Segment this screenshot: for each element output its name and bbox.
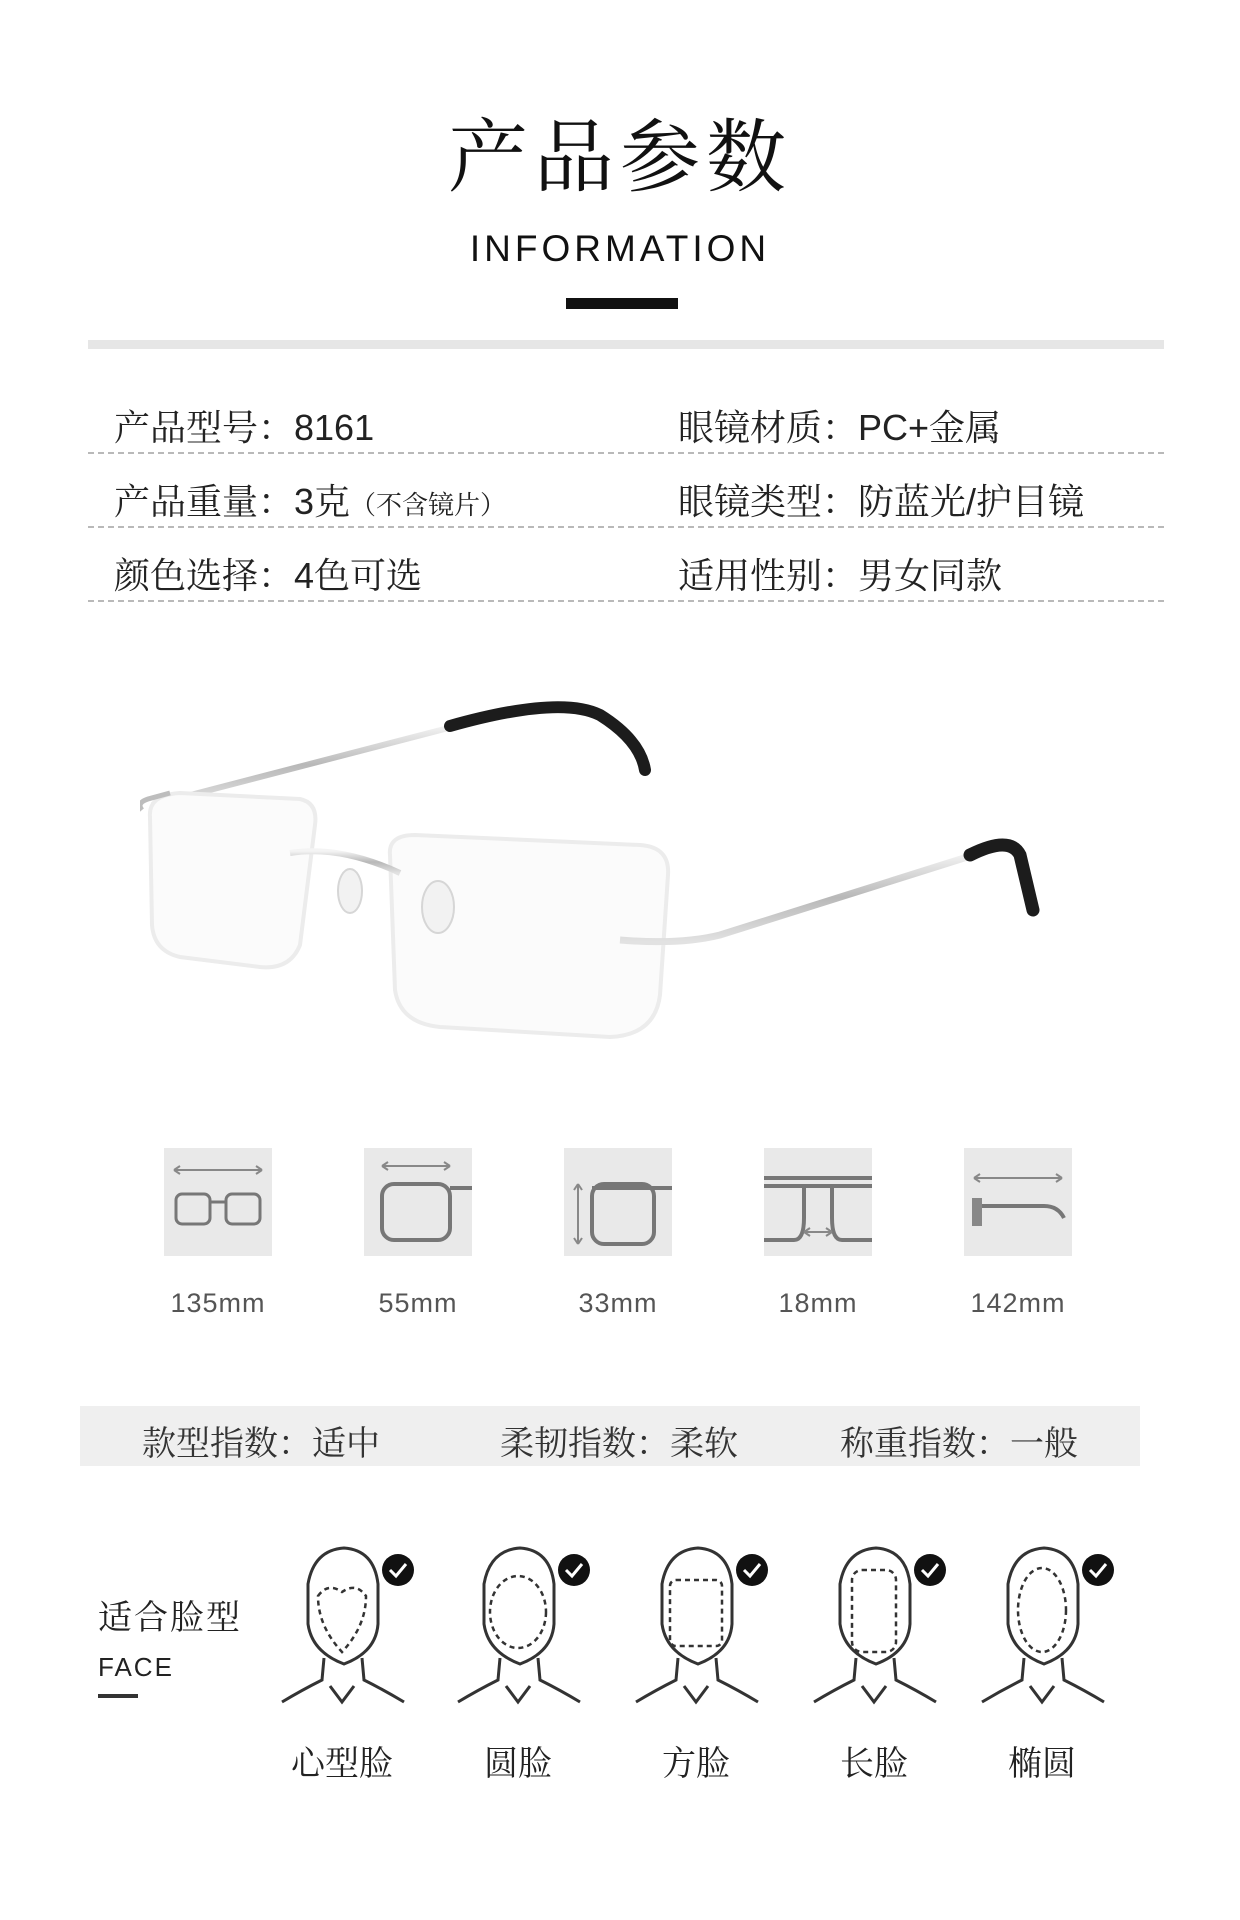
spec-color [114,548,422,599]
page-subtitle: INFORMATION [469,228,771,269]
spec-value: 男女同款 [858,555,1003,596]
style-index: 款型指数：适中 [142,1424,380,1464]
spec-value: 3克 [294,481,351,522]
round-face-icon [438,1540,598,1730]
spec-label: 产品重量： [114,482,295,523]
spec-row [88,392,1164,454]
measurement-label: 18mm [778,1288,858,1318]
page-title: 产品参数 [448,111,792,204]
spec-material [678,400,1001,451]
spec-label: 适用性别： [678,556,859,597]
square-face-icon [616,1540,776,1730]
lens-height-icon [564,1148,672,1256]
spec-label: 眼镜材质： [678,408,859,449]
title-underline [566,298,678,309]
rimless-glasses-image [140,695,1100,1075]
spec-label: 产品型号： [114,408,295,449]
face-type-round [438,1540,598,1784]
measurement-label: 33mm [578,1288,658,1318]
measurement-temple-length [918,1148,1118,1319]
spec-gender [678,548,1002,599]
spec-value: 8161 [294,407,375,448]
frame-width-icon [164,1148,272,1256]
measurement-frame-width [118,1148,318,1319]
face-type-square [616,1540,776,1784]
index-strip [80,1406,1140,1466]
lens-width-icon [364,1148,472,1256]
measurement-lens-height [518,1148,718,1319]
spec-note: （不含镜片） [350,491,507,521]
face-label: 心型脸 [291,1744,393,1784]
spec-label: 颜色选择： [114,556,295,597]
weight-index: 称重指数：一般 [840,1424,1078,1464]
oval-face-icon [962,1540,1122,1730]
spec-weight [114,474,506,525]
face-section-underline [98,1694,138,1698]
spec-value: 4色可选 [294,555,423,596]
face-section-title: 适合脸型 [98,1598,242,1638]
measurement-label: 135mm [170,1288,266,1318]
measurement-label: 55mm [378,1288,458,1318]
long-face-icon [794,1540,954,1730]
face-type-heart [262,1540,422,1784]
spec-row [88,466,1164,528]
measurement-label: 142mm [970,1288,1066,1318]
heart-face-icon [262,1540,422,1730]
face-type-oval [962,1540,1122,1784]
flexibility-index: 柔韧指数：柔软 [500,1424,738,1464]
spec-model [114,400,374,451]
face-label: 圆脸 [484,1744,552,1784]
spec-value: 防蓝光/护目镜 [858,481,1085,522]
spec-value: PC+金属 [858,407,1002,448]
face-type-long [794,1540,954,1784]
measurement-bridge-width [718,1148,918,1319]
spec-label: 眼镜类型： [678,482,859,523]
bridge-width-icon [764,1148,872,1256]
face-section-subtitle: FACE [98,1652,174,1682]
section-divider [88,340,1164,349]
measurement-lens-width [318,1148,518,1319]
spec-type [678,474,1084,525]
face-label: 椭圆 [1008,1744,1076,1784]
temple-length-icon [964,1148,1072,1256]
face-label: 长脸 [840,1744,908,1784]
spec-row [88,540,1164,602]
face-label: 方脸 [662,1744,730,1784]
